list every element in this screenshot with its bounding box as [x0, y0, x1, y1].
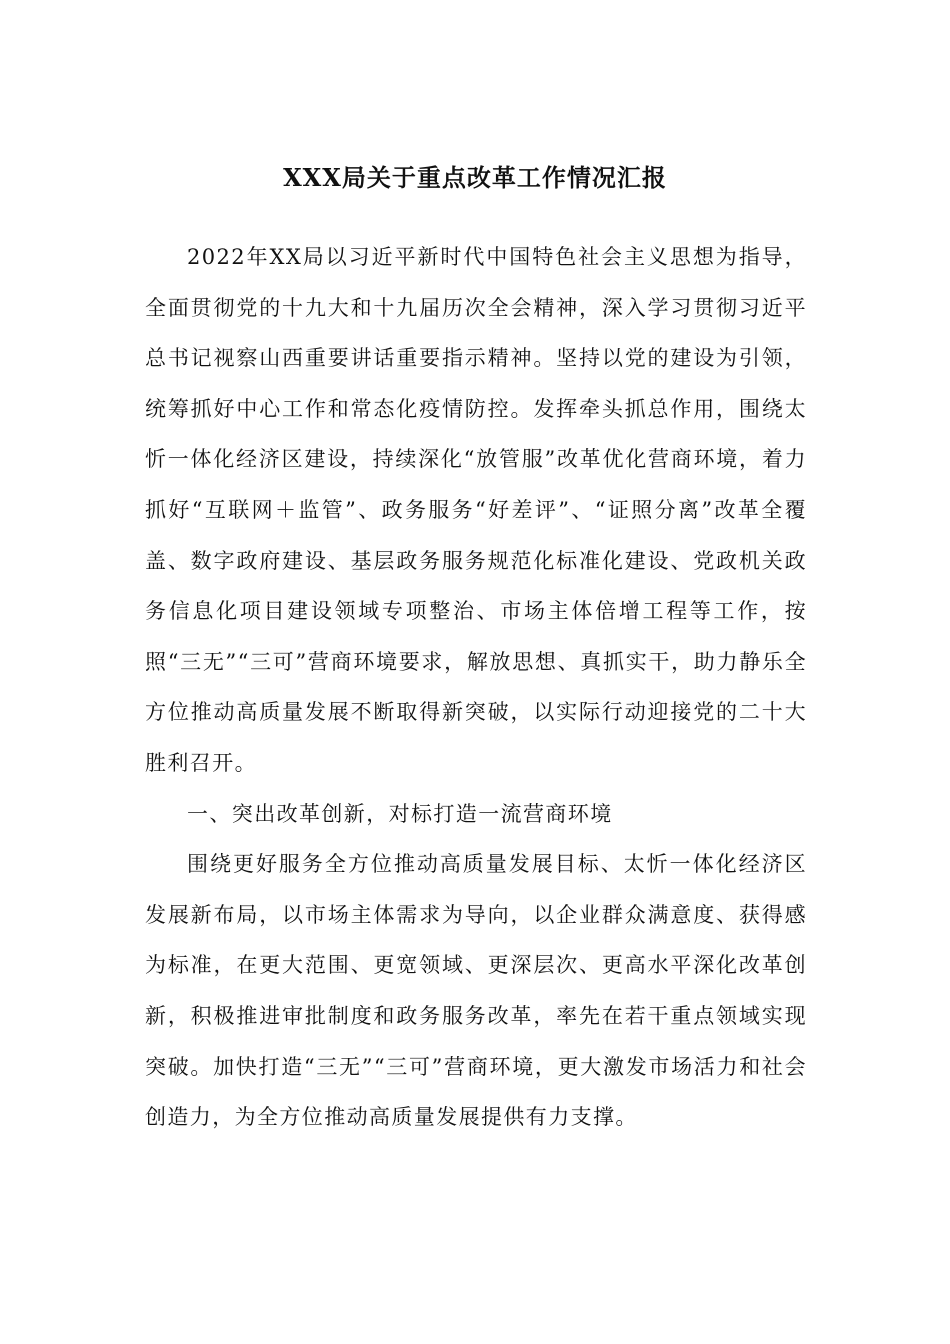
- section-heading: 一、突出改革创新，对标打造一流营商环境: [187, 801, 613, 826]
- document-title: XXX局关于重点改革工作情况汇报: [283, 163, 667, 192]
- section-paragraph: 围绕更好服务全方位推动高质量发展目标、太忻一体化经济区发展新布局，以市场主体需求为导向，以企业群众满意度、获得感为标准，在更大范围、更宽领域、更深层次、更高水平深化改革创新，积极推进审批制度和政务服务改革，率先在若干重点领域实现突破。加快打造“三无”“三可”营商环境，更大激发市场活力和社会创造力，为全方位推动高质量发展提供有力支撑。: [145, 852, 807, 1130]
- document-body: [145, 232, 807, 1143]
- intro-paragraph: 2022年XX局以习近平新时代中国特色社会主义思想为指导，全面贯彻党的十九大和十九届历次全会精神，深入学习贯彻习近平总书记视察山西重要讲话重要指示精神。坚持以党的建设为引领，统筹抓好中心工作和常态化疫情防控。发挥牵头抓总作用，围绕太忻一体化经济区建设，持续深化“放管服”改革优化营商环境，着力抓好“互联网＋监管”、政务服务“好差评”、“证照分离”改革全覆盖、数字政府建设、基层政务服务规范化标准化建设、党政机关政务信息化项目建设领域专项整治、市场主体倍增工程等工作，按照“三无”“三可”营商环境要求，解放思想、真抓实干，助力静乐全方位推动高质量发展不断取得新突破，以实际行动迎接党的二十大胜利召开。: [145, 245, 807, 775]
